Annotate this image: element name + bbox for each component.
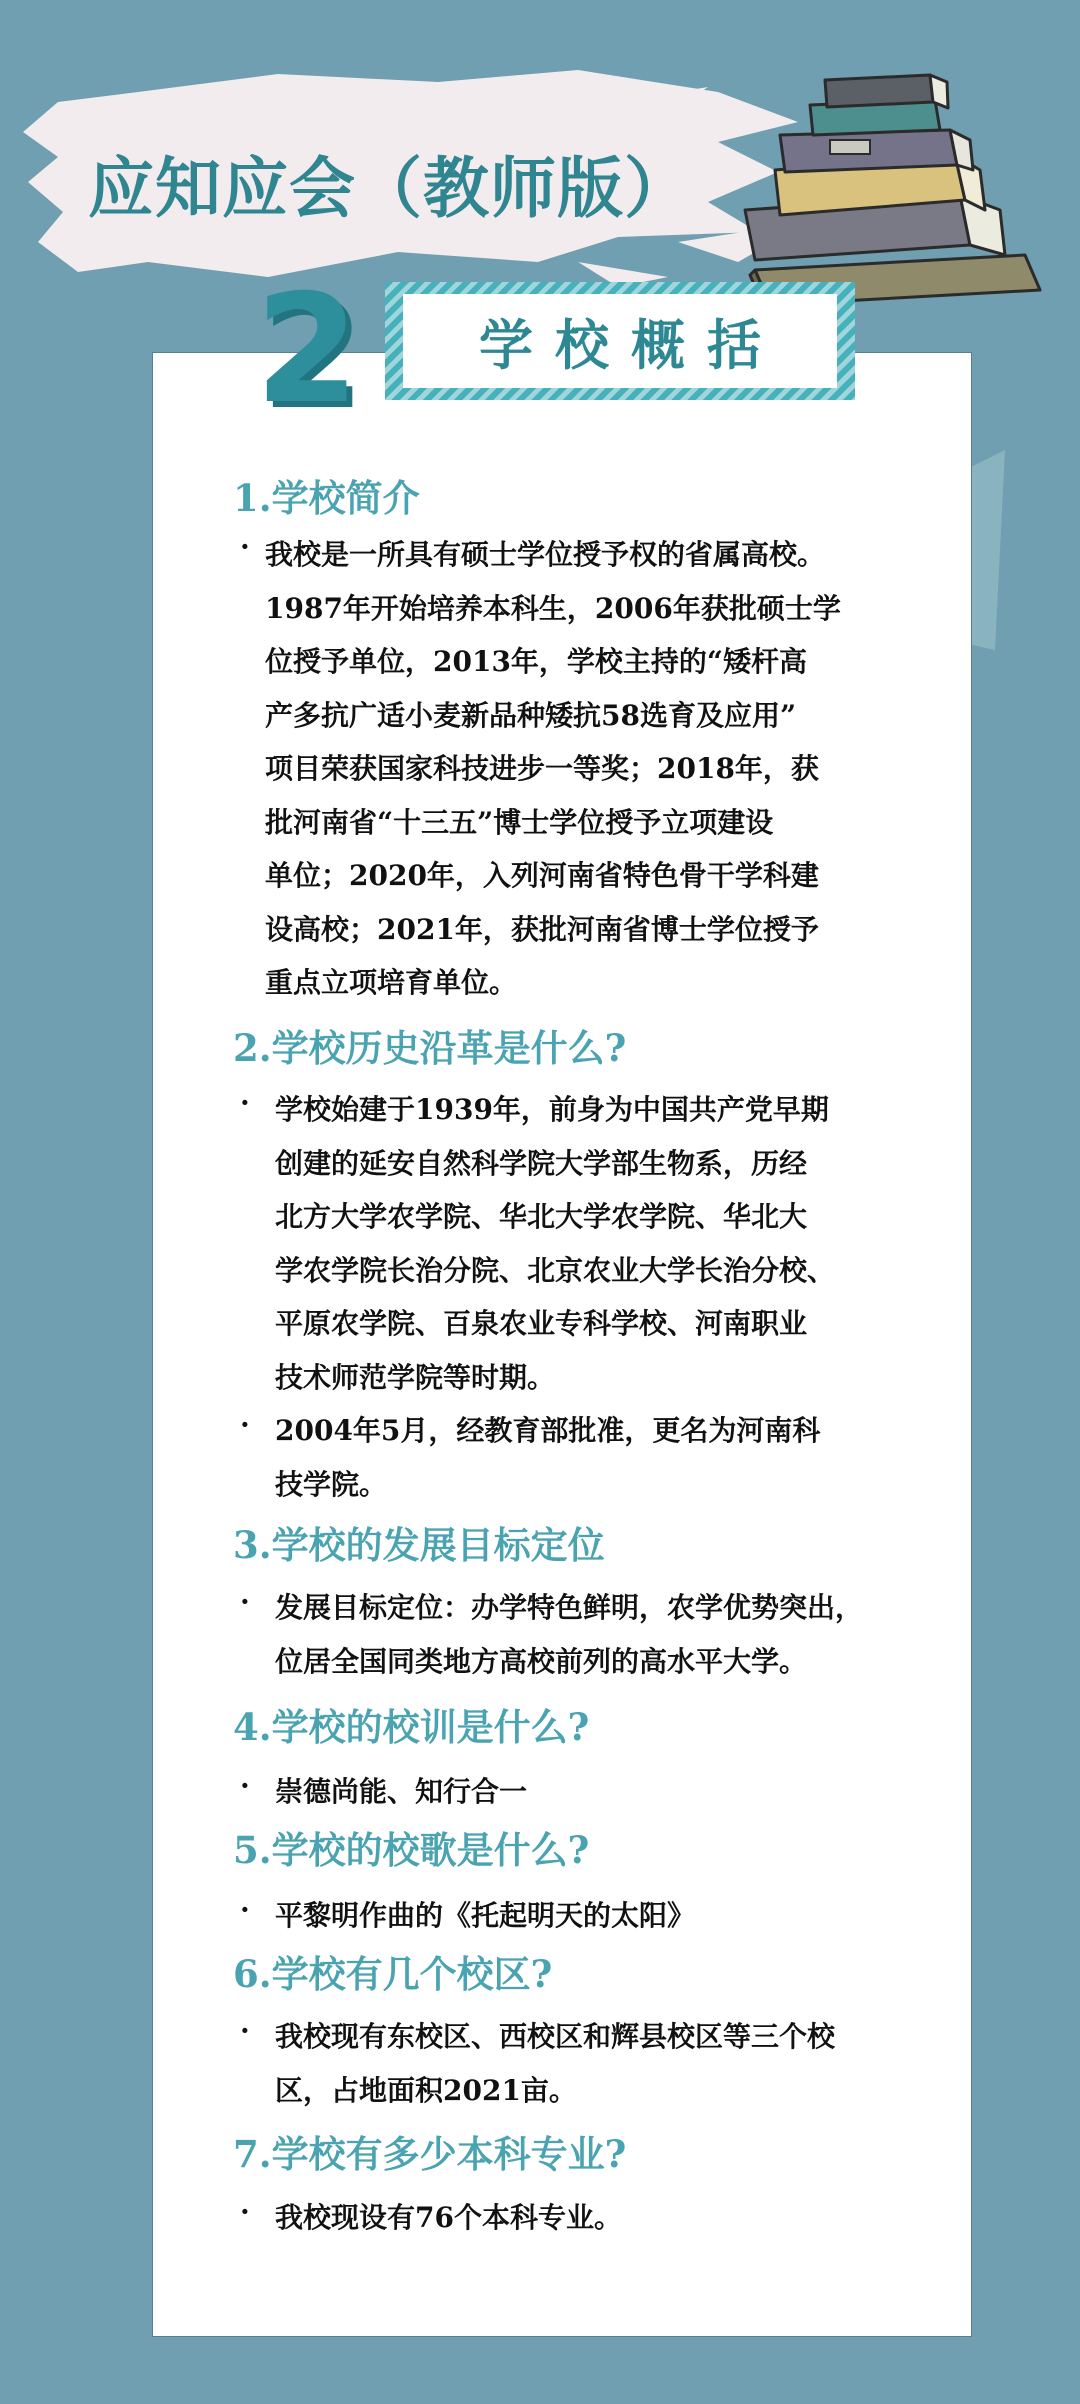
section-banner-text: 学校概括 xyxy=(479,313,783,377)
section-title-7: 7.学校有多少本科专业? xyxy=(233,2132,627,2176)
text-line: 北方大学农学院、华北大学农学院、华北大 xyxy=(275,1200,808,1233)
text-line: 2004年5月，经教育部批准，更名为河南科 xyxy=(275,1414,821,1447)
text-line: 学农学院长治分院、北京农业大学长治分校、 xyxy=(275,1253,836,1287)
bullet: · xyxy=(240,530,250,563)
section-banner xyxy=(385,282,855,400)
text-line: 发展目标定位：办学特色鲜明，农学优势突出， xyxy=(275,1591,864,1624)
text-line: 单位；2020年，入列河南省特色骨干学科建 xyxy=(265,859,819,892)
text-line: 我校是一所具有硕士学位授予权的省属高校。 xyxy=(265,538,826,571)
section-title-6: 6.学校有几个校区? xyxy=(233,1952,553,1996)
paragraph-goal xyxy=(275,1581,863,1688)
bullet: · xyxy=(240,1893,250,1926)
section-title-2: 2.学校历史沿革是什么? xyxy=(233,1026,627,1070)
text-line: 1987年开始培养本科生，2006年获批硕士学 xyxy=(265,591,841,625)
bullet: · xyxy=(240,1769,250,1802)
section-title-1: 1.学校简介 xyxy=(233,476,420,520)
bullet: · xyxy=(240,1408,250,1441)
bullet: · xyxy=(240,1585,250,1618)
text-line: 位居全国同类地方高校前列的高水平大学。 xyxy=(275,1644,808,1678)
page-title: 应知应会（教师版） xyxy=(88,150,691,227)
text-line: 项目荣获国家科技进步一等奖；2018年，获 xyxy=(265,752,819,785)
section-title-4: 4.学校的校训是什么? xyxy=(233,1705,590,1749)
paragraph-history-2 xyxy=(275,1404,820,1511)
paragraph-motto: 崇德尚能、知行合一 xyxy=(275,1775,528,1808)
text-line: 批河南省“十三五”博士学位授予立项建设 xyxy=(265,805,774,839)
paragraph-school-intro xyxy=(265,528,841,1010)
section-title-3: 3.学校的发展目标定位 xyxy=(233,1523,605,1567)
text-line: 区，占地面积2021亩。 xyxy=(275,2073,577,2107)
book-stack-icon xyxy=(735,60,1055,310)
section-number: 2 xyxy=(255,263,360,437)
text-line: 重点立项培育单位。 xyxy=(265,966,518,999)
text-line: 位授予单位，2013年，学校主持的“矮杆高 xyxy=(265,645,808,678)
section-banner-inner xyxy=(403,294,837,388)
text-line: 学校始建于1939年，前身为中国共产党早期 xyxy=(275,1093,829,1126)
text-line: 平原农学院、百泉农业专科学校、河南职业 xyxy=(275,1307,808,1340)
section-title-5: 5.学校的校歌是什么? xyxy=(233,1828,590,1872)
bullet: · xyxy=(240,2195,250,2228)
bullet: · xyxy=(240,1086,250,1119)
bullet: · xyxy=(240,2014,250,2047)
paragraph-song: 平黎明作曲的《托起明天的太阳》 xyxy=(275,1899,696,1932)
paragraph-history-1 xyxy=(275,1083,835,1404)
text-line: 产多抗广适小麦新品种矮抗58选育及应用” xyxy=(265,698,797,732)
text-line: 技学院。 xyxy=(275,1467,388,1501)
paragraph-campus xyxy=(275,2010,835,2117)
text-line: 技术师范学院等时期。 xyxy=(275,1360,556,1394)
text-line: 我校现有东校区、西校区和辉县校区等三个校 xyxy=(275,2020,836,2053)
text-line: 创建的延安自然科学院大学部生物系，历经 xyxy=(275,1146,808,1180)
paragraph-majors: 我校现设有76个本科专业。 xyxy=(275,2201,622,2234)
text-line: 设高校；2021年，获批河南省博士学位授予 xyxy=(265,912,819,946)
